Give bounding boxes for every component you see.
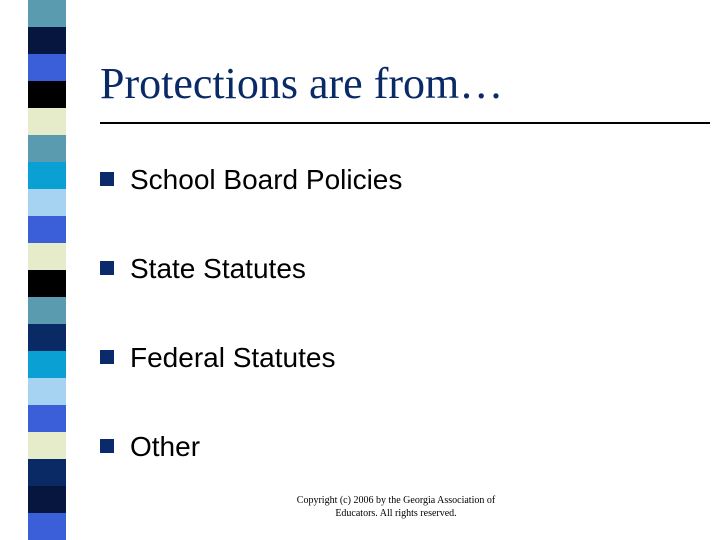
stripe-segment	[28, 108, 66, 135]
title-underline	[100, 122, 710, 124]
stripe-segment	[28, 135, 66, 162]
bullet-label: Federal Statutes	[130, 342, 336, 373]
stripe-segment	[28, 270, 66, 297]
stripe-segment	[28, 216, 66, 243]
stripe-segment	[28, 351, 66, 378]
copyright-footer: Copyright (c) 2006 by the Georgia Association of Educators. All rights reserved.	[296, 495, 496, 519]
bullet-square-icon	[100, 261, 114, 275]
stripe-segment	[28, 81, 66, 108]
bullet-item	[100, 336, 402, 425]
stripe-segment	[28, 27, 66, 54]
stripe-segment	[28, 324, 66, 351]
stripe-segment	[28, 243, 66, 270]
bullet-label: Other	[130, 431, 201, 462]
bullet-item	[100, 247, 402, 336]
stripe-segment	[28, 0, 66, 27]
bullet-item	[100, 158, 402, 247]
bullet-square-icon	[100, 439, 114, 453]
stripe-segment	[28, 486, 66, 513]
slide-title: Protections are from…	[100, 59, 504, 108]
stripe-segment	[28, 189, 66, 216]
decorative-stripe-bar	[28, 0, 66, 540]
stripe-segment	[28, 405, 66, 432]
bullet-list	[100, 158, 402, 514]
bullet-label: School Board Policies	[130, 164, 403, 195]
bullet-square-icon	[100, 172, 114, 186]
bullet-label: State Statutes	[130, 253, 306, 284]
bullet-square-icon	[100, 350, 114, 364]
stripe-segment	[28, 54, 66, 81]
stripe-segment	[28, 162, 66, 189]
stripe-segment	[28, 378, 66, 405]
stripe-segment	[28, 432, 66, 459]
stripe-segment	[28, 297, 66, 324]
stripe-segment	[28, 459, 66, 486]
stripe-segment	[28, 513, 66, 540]
